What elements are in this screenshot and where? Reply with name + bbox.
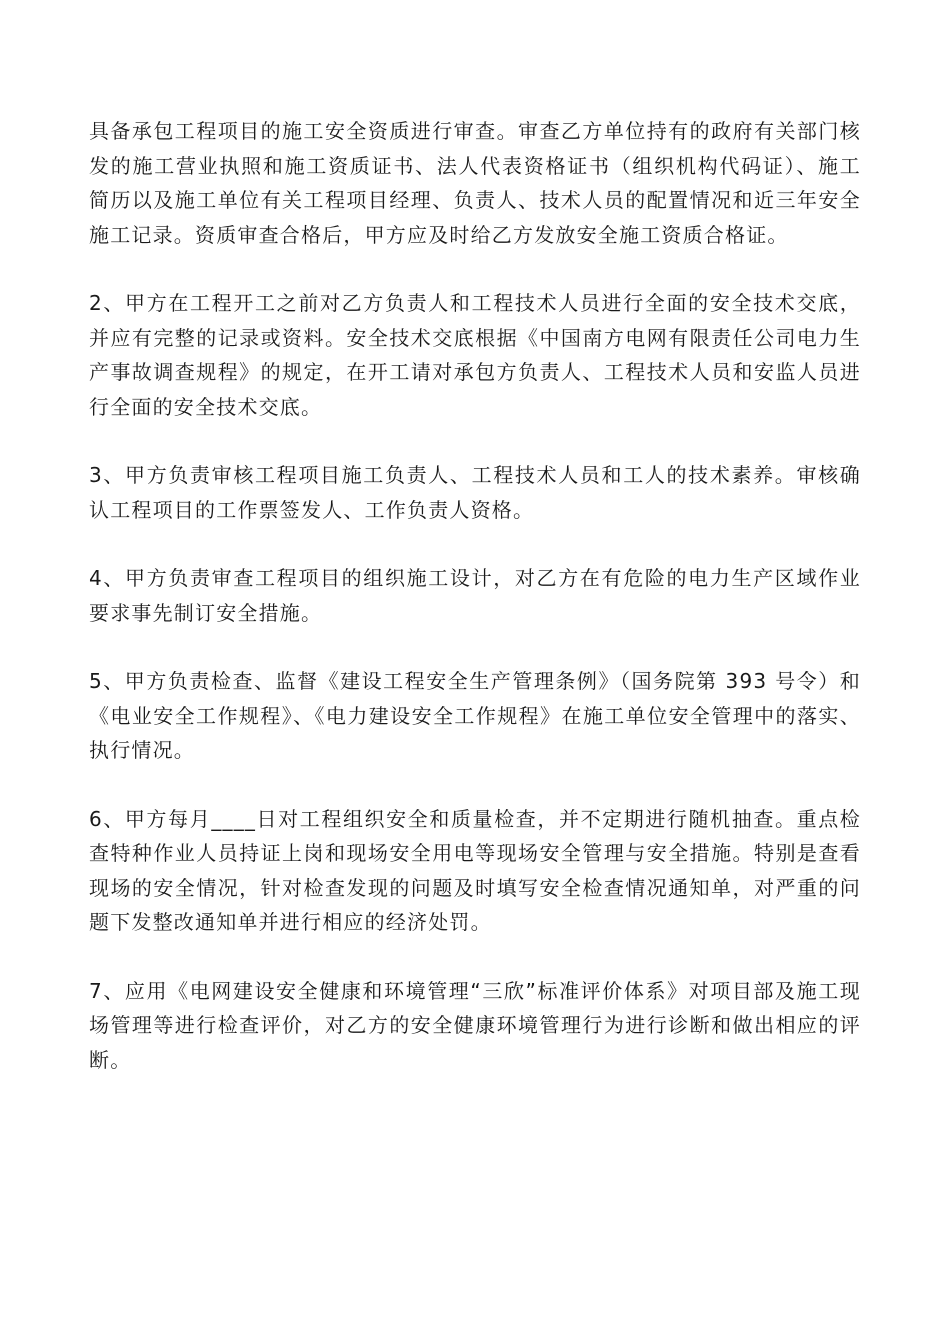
- document-body: [89, 114, 861, 1111]
- paragraph-qualification-review: 具备承包工程项目的施工安全资质进行审查。审查乙方单位持有的政府有关部门核发的施工营业执照和施工资质证书、法人代表资格证书（组织机构代码证）、施工简历以及施工单位有关工程项目经理、负责人、技术人员的配置情况和近三年安全施工记录。资质审查合格后，甲方应及时给乙方发放安全施工资质合格证。: [89, 119, 861, 247]
- paragraph-item-2: 2、甲方在工程开工之前对乙方负责人和工程技术人员进行全面的安全技术交底，并应有完整的记录或资料。安全技术交底根据《中国南方电网有限责任公司电力生产事故调查规程》的规定，在开工请对承包方负责人、工程技术人员和安监人员进行全面的安全技术交底。: [89, 291, 861, 419]
- paragraph-item-6: 6、甲方每月____日对工程组织安全和质量检查，并不定期进行随机抽查。重点检查特种作业人员持证上岗和现场安全用电等现场安全管理与安全措施。特别是查看现场的安全情况，针对检查发现的问题及时填写安全检查情况通知单，对严重的问题下发整改通知单并进行相应的经济处罚。: [89, 806, 861, 934]
- paragraph-item-5: 5、甲方负责检查、监督《建设工程安全生产管理条例》（国务院第 393 号令）和《电业安全工作规程》、《电力建设安全工作规程》在施工单位安全管理中的落实、执行情况。: [89, 669, 861, 762]
- paragraph-item-3: 3、甲方负责审核工程项目施工负责人、工程技术人员和工人的技术素养。审核确认工程项目的工作票签发人、工作负责人资格。: [89, 463, 861, 522]
- paragraph-item-4: 4、甲方负责审查工程项目的组织施工设计，对乙方在有危险的电力生产区域作业要求事先制订安全措施。: [89, 566, 861, 625]
- paragraph-item-7: 7、应用《电网建设安全健康和环境管理“三欣”标准评价体系》对项目部及施工现场管理等进行检查评价，对乙方的安全健康环境管理行为进行诊断和做出相应的评断。: [89, 978, 861, 1072]
